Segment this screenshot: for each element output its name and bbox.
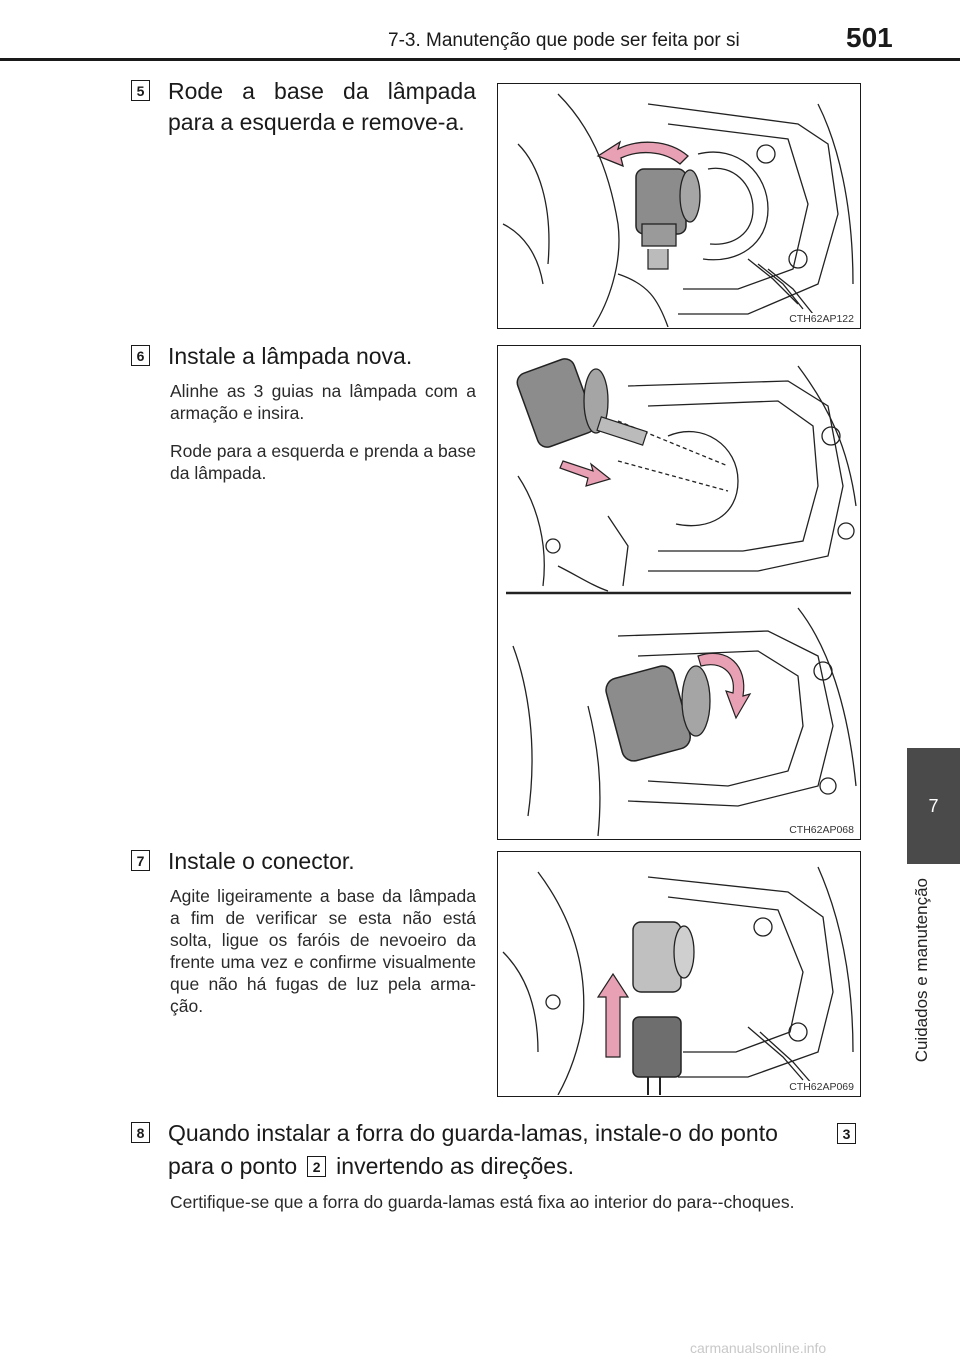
figure-step-5-drawing xyxy=(498,84,859,327)
figure-step-5-code: CTH62AP122 xyxy=(789,313,854,325)
figure-step-6-code: CTH62AP068 xyxy=(789,824,854,836)
chapter-tab-title-wrap xyxy=(912,878,932,1062)
step-8-badge: 8 xyxy=(131,1122,150,1143)
step-5-badge: 5 xyxy=(131,80,150,101)
step-7-text: Instale o conector. xyxy=(168,848,355,874)
footer-watermark: carmanualsonline.info xyxy=(690,1340,827,1356)
step-8-text-part-3: invertendo as direções. xyxy=(336,1153,574,1179)
step-8-ref-point-2: 2 xyxy=(307,1156,326,1177)
figure-step-6 xyxy=(497,345,861,840)
figure-step-5 xyxy=(497,83,861,329)
new-bulb-shape xyxy=(514,356,647,450)
step-8-ref-point-3: 3 xyxy=(837,1123,856,1144)
push-up-arrow xyxy=(598,974,628,1057)
installed-bulb-shape xyxy=(603,663,710,763)
figure-step-7-drawing xyxy=(498,852,859,1095)
step-8-line-2 xyxy=(168,1151,860,1182)
step-6-note-1: Alinhe as 3 guias na lâmpada com a armação e insira. xyxy=(170,381,476,423)
page-number: 501 xyxy=(846,22,893,53)
step-7-badge: 7 xyxy=(131,850,150,871)
chapter-tab-title: Cuidados e manutenção xyxy=(912,878,931,1063)
step-5-text: Rode a base da lâmpada para a esquerda e remove-a. xyxy=(168,78,476,135)
insert-arrow xyxy=(560,461,610,486)
figure-step-7 xyxy=(497,851,861,1097)
step-6-badge: 6 xyxy=(131,345,150,366)
bulb-shape xyxy=(636,169,700,269)
step-7-note-1: Agite ligeiramente a base da lâmpada a fim de verificar se esta não está solta, ligue os faróis de nevoeiro da frente uma vez e confirme visualmente que não há fugas de luz pela arma-ção. xyxy=(170,886,476,1016)
header-rule xyxy=(0,58,960,61)
step-8-text-part-1: Quando instalar a forra do guarda-lamas, instale-o do ponto xyxy=(168,1120,778,1146)
step-8-line-1 xyxy=(168,1118,860,1149)
header-section-title: 7-3. Manutenção que pode ser feita por si xyxy=(388,30,740,51)
step-6-note-2: Rode para a esquerda e prenda a base da lâmpada. xyxy=(170,441,476,483)
step-8-text xyxy=(168,1118,860,1182)
figure-step-7-code: CTH62AP069 xyxy=(789,1081,854,1093)
step-8-text-part-2: para o ponto xyxy=(168,1153,298,1179)
step-8-note-1: Certifique-se que a forra do guarda-lamas está fixa ao interior do para--choques. xyxy=(170,1192,795,1212)
figure-step-6-drawing xyxy=(498,346,859,838)
rotate-left-arrow xyxy=(598,142,688,166)
step-6-text: Instale a lâmpada nova. xyxy=(168,343,413,369)
bulb-with-connector xyxy=(633,922,694,1095)
chapter-tab-number: 7 xyxy=(928,796,939,816)
